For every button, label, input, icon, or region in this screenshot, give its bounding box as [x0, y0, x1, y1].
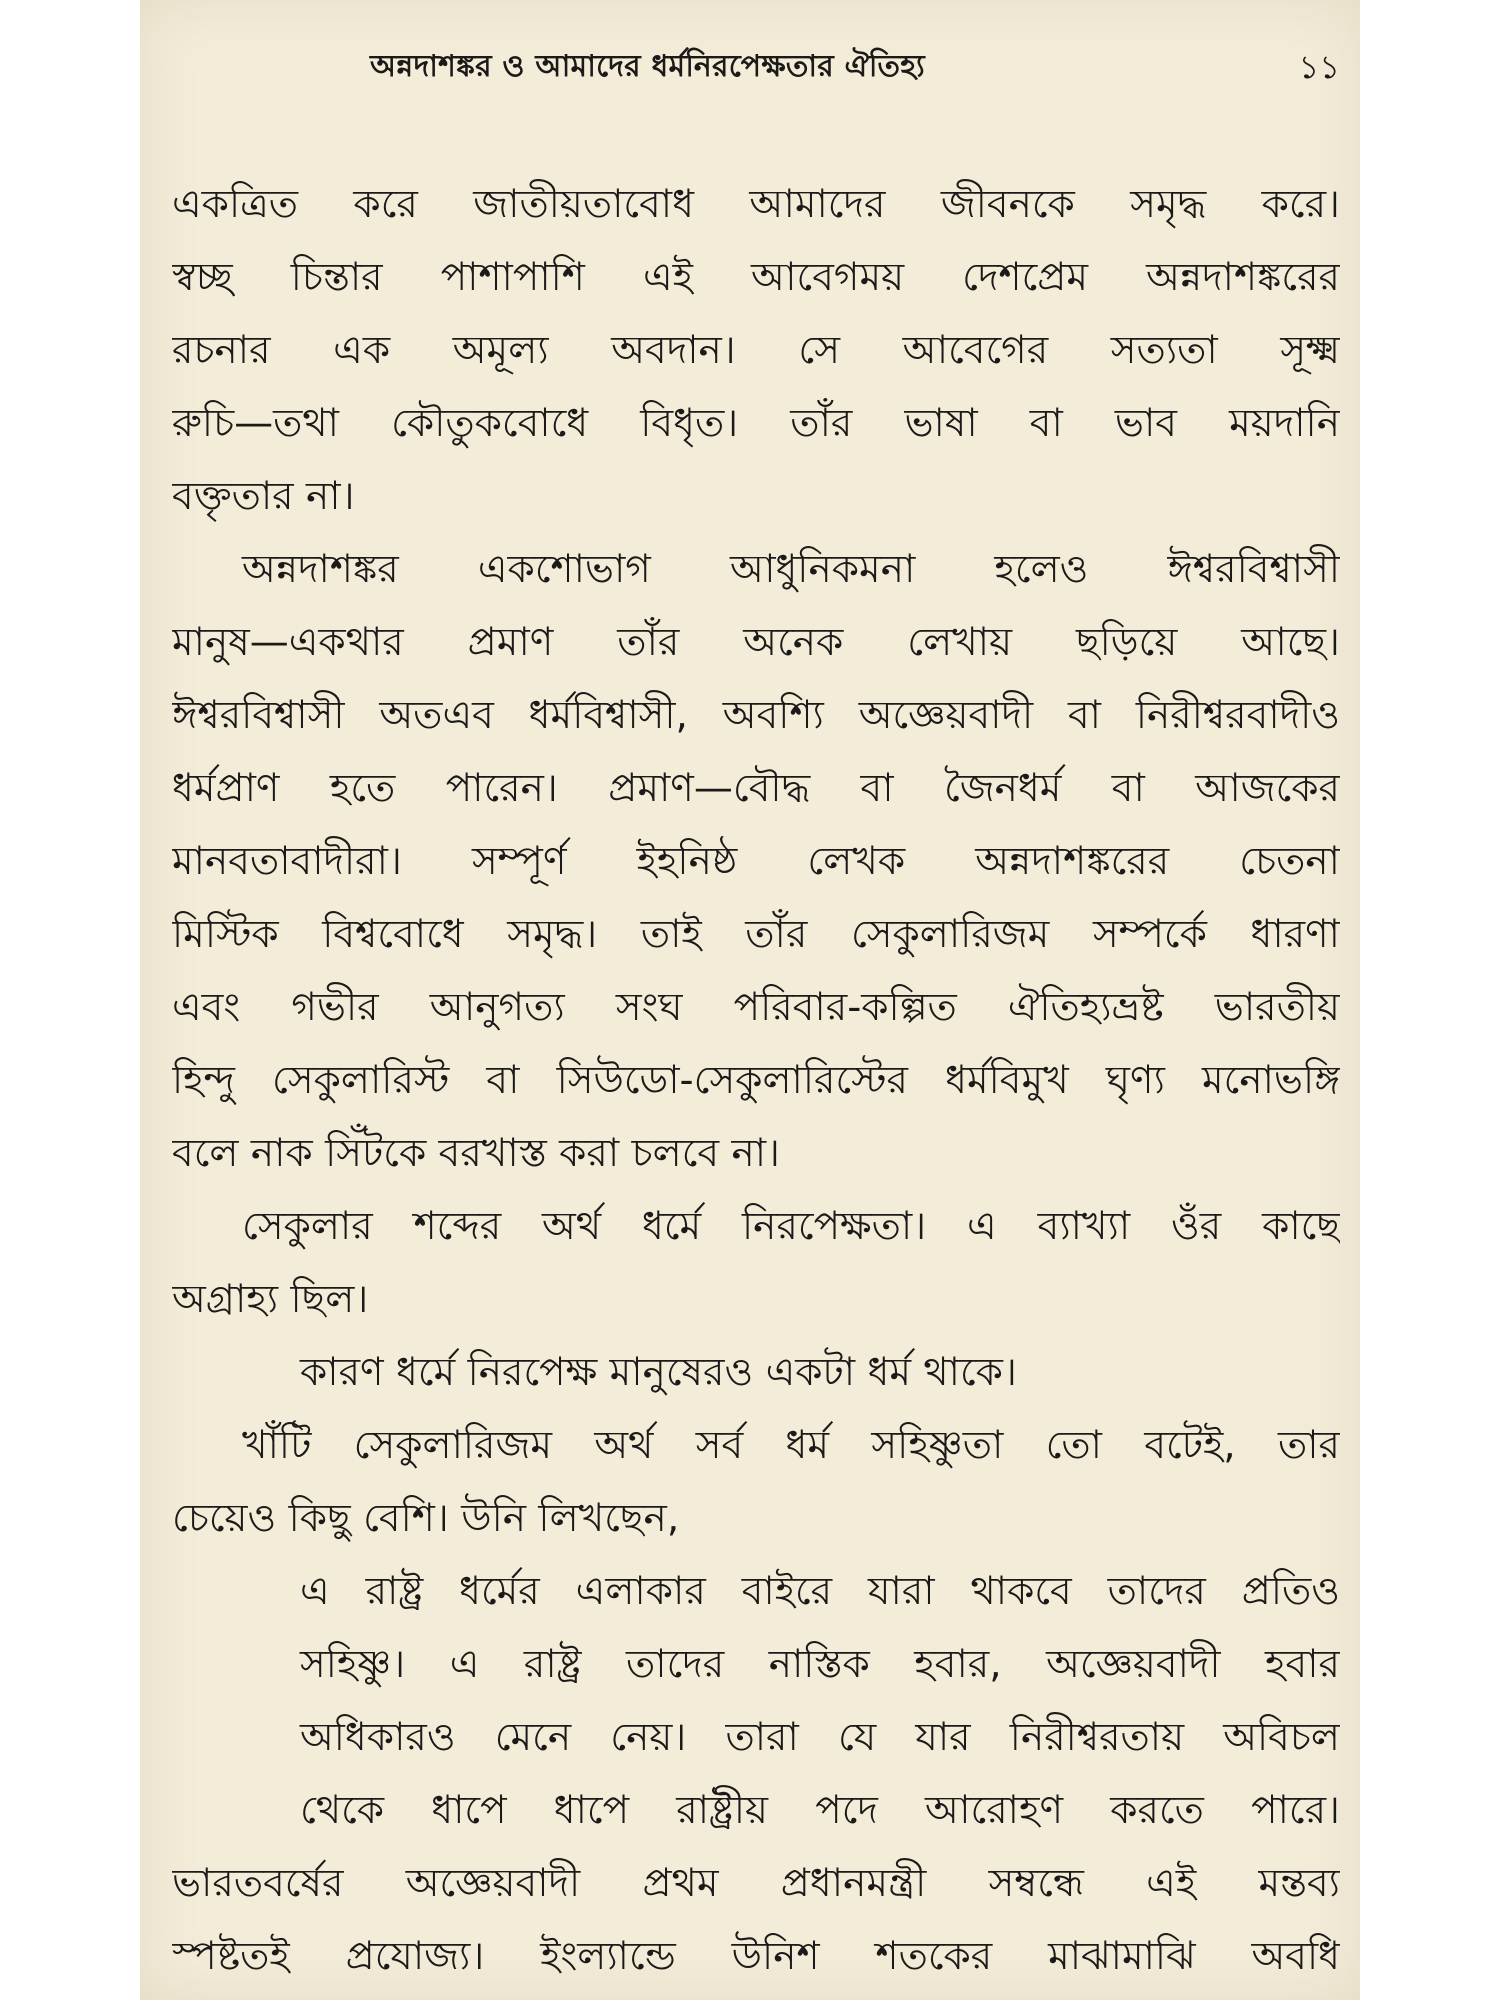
- text-line: ধর্মপ্রাণ হতে পারেন। প্রমাণ—বৌদ্ধ বা জৈনধর্ম বা আজকের: [172, 766, 1340, 811]
- paragraph-first-line: সেকুলার শব্দের অর্থ ধর্মে নিরপেক্ষতা। এ ব্যাখ্যা ওঁর কাছে: [242, 1204, 1340, 1249]
- text-line: অগ্রাহ্য ছিল।: [172, 1277, 369, 1322]
- text-line: মানুষ—একথার প্রমাণ তাঁর অনেক লেখায় ছড়িয়ে আছে।: [172, 620, 1340, 665]
- text-line: স্পষ্টতই প্রযোজ্য। ইংল্যান্ডে উনিশ শতকের মাঝামাঝি অবধি: [172, 1934, 1340, 1979]
- text-line: মিস্টিক বিশ্ববোধে সমৃদ্ধ। তাই তাঁর সেকুলারিজম সম্পর্কে ধারণা: [172, 912, 1340, 957]
- text-line: হিন্দু সেকুলারিস্ট বা সিউডো-সেকুলারিস্টের ধর্মবিমুখ ঘৃণ্য মনোভঙ্গি: [172, 1058, 1340, 1103]
- running-title: অন্নদাশঙ্কর ও আমাদের ধর্মনিরপেক্ষতার ঐতিহ্য: [370, 49, 925, 84]
- text-line: এবং গভীর আনুগত্য সংঘ পরিবার-কল্পিত ঐতিহ্যভ্রষ্ট ভারতীয়: [172, 985, 1340, 1030]
- quote-line: কারণ ধর্মে নিরপেক্ষ মানুষেরও একটা ধর্ম থাকে।: [300, 1350, 1017, 1395]
- quote-line: সহিষ্ণু। এ রাষ্ট্র তাদের নাস্তিক হবার, অজ্ঞেয়বাদী হবার: [300, 1642, 1340, 1687]
- paragraph-first-line: অন্নদাশঙ্কর একশোভাগ আধুনিকমনা হলেও ঈশ্বরবিশ্বাসী: [242, 547, 1340, 592]
- quote-line: থেকে ধাপে ধাপে রাষ্ট্রীয় পদে আরোহণ করতে পারে।: [300, 1788, 1340, 1833]
- text-line: ঈশ্বরবিশ্বাসী অতএব ধর্মবিশ্বাসী, অবশ্যি অজ্ঞেয়বাদী বা নিরীশ্বরবাদীও: [172, 693, 1340, 738]
- page-number: ১১: [1298, 48, 1340, 86]
- text-line: ভারতবর্ষের অজ্ঞেয়বাদী প্রথম প্রধানমন্ত্রী সম্বন্ধে এই মন্তব্য: [172, 1861, 1340, 1906]
- text-line: একত্রিত করে জাতীয়তাবোধ আমাদের জীবনকে সমৃদ্ধ করে।: [172, 182, 1340, 227]
- text-line: মানবতাবাদীরা। সম্পূর্ণ ইহনিষ্ঠ লেখক অন্নদাশঙ্করের চেতনা: [172, 839, 1340, 884]
- quote-line: এ রাষ্ট্র ধর্মের এলাকার বাইরে যারা থাকবে তাদের প্রতিও: [300, 1569, 1340, 1614]
- text-line: রচনার এক অমূল্য অবদান। সে আবেগের সত্যতা সূক্ষ্ম: [172, 328, 1340, 373]
- paragraph-first-line: খাঁটি সেকুলারিজম অর্থ সর্ব ধর্ম সহিষ্ণুতা তো বটেই, তার: [242, 1423, 1340, 1468]
- text-line: চেয়েও কিছু বেশি। উনি লিখছেন,: [172, 1496, 680, 1541]
- text-line: বলে নাক সিঁটকে বরখাস্ত করা চলবে না।: [172, 1131, 781, 1176]
- body-text: [172, 168, 1340, 1993]
- book-page: [140, 0, 1360, 2000]
- quote-line: অধিকারও মেনে নেয়। তারা যে যার নিরীশ্বরতায় অবিচল: [300, 1715, 1340, 1760]
- text-line: রুচি—তথা কৌতুকবোধে বিধৃত। তাঁর ভাষা বা ভাব ময়দানি: [172, 401, 1340, 446]
- text-line: স্বচ্ছ চিন্তার পাশাপাশি এই আবেগময় দেশপ্রেম অন্নদাশঙ্করের: [172, 255, 1340, 300]
- text-line: বক্তৃতার না।: [172, 474, 355, 519]
